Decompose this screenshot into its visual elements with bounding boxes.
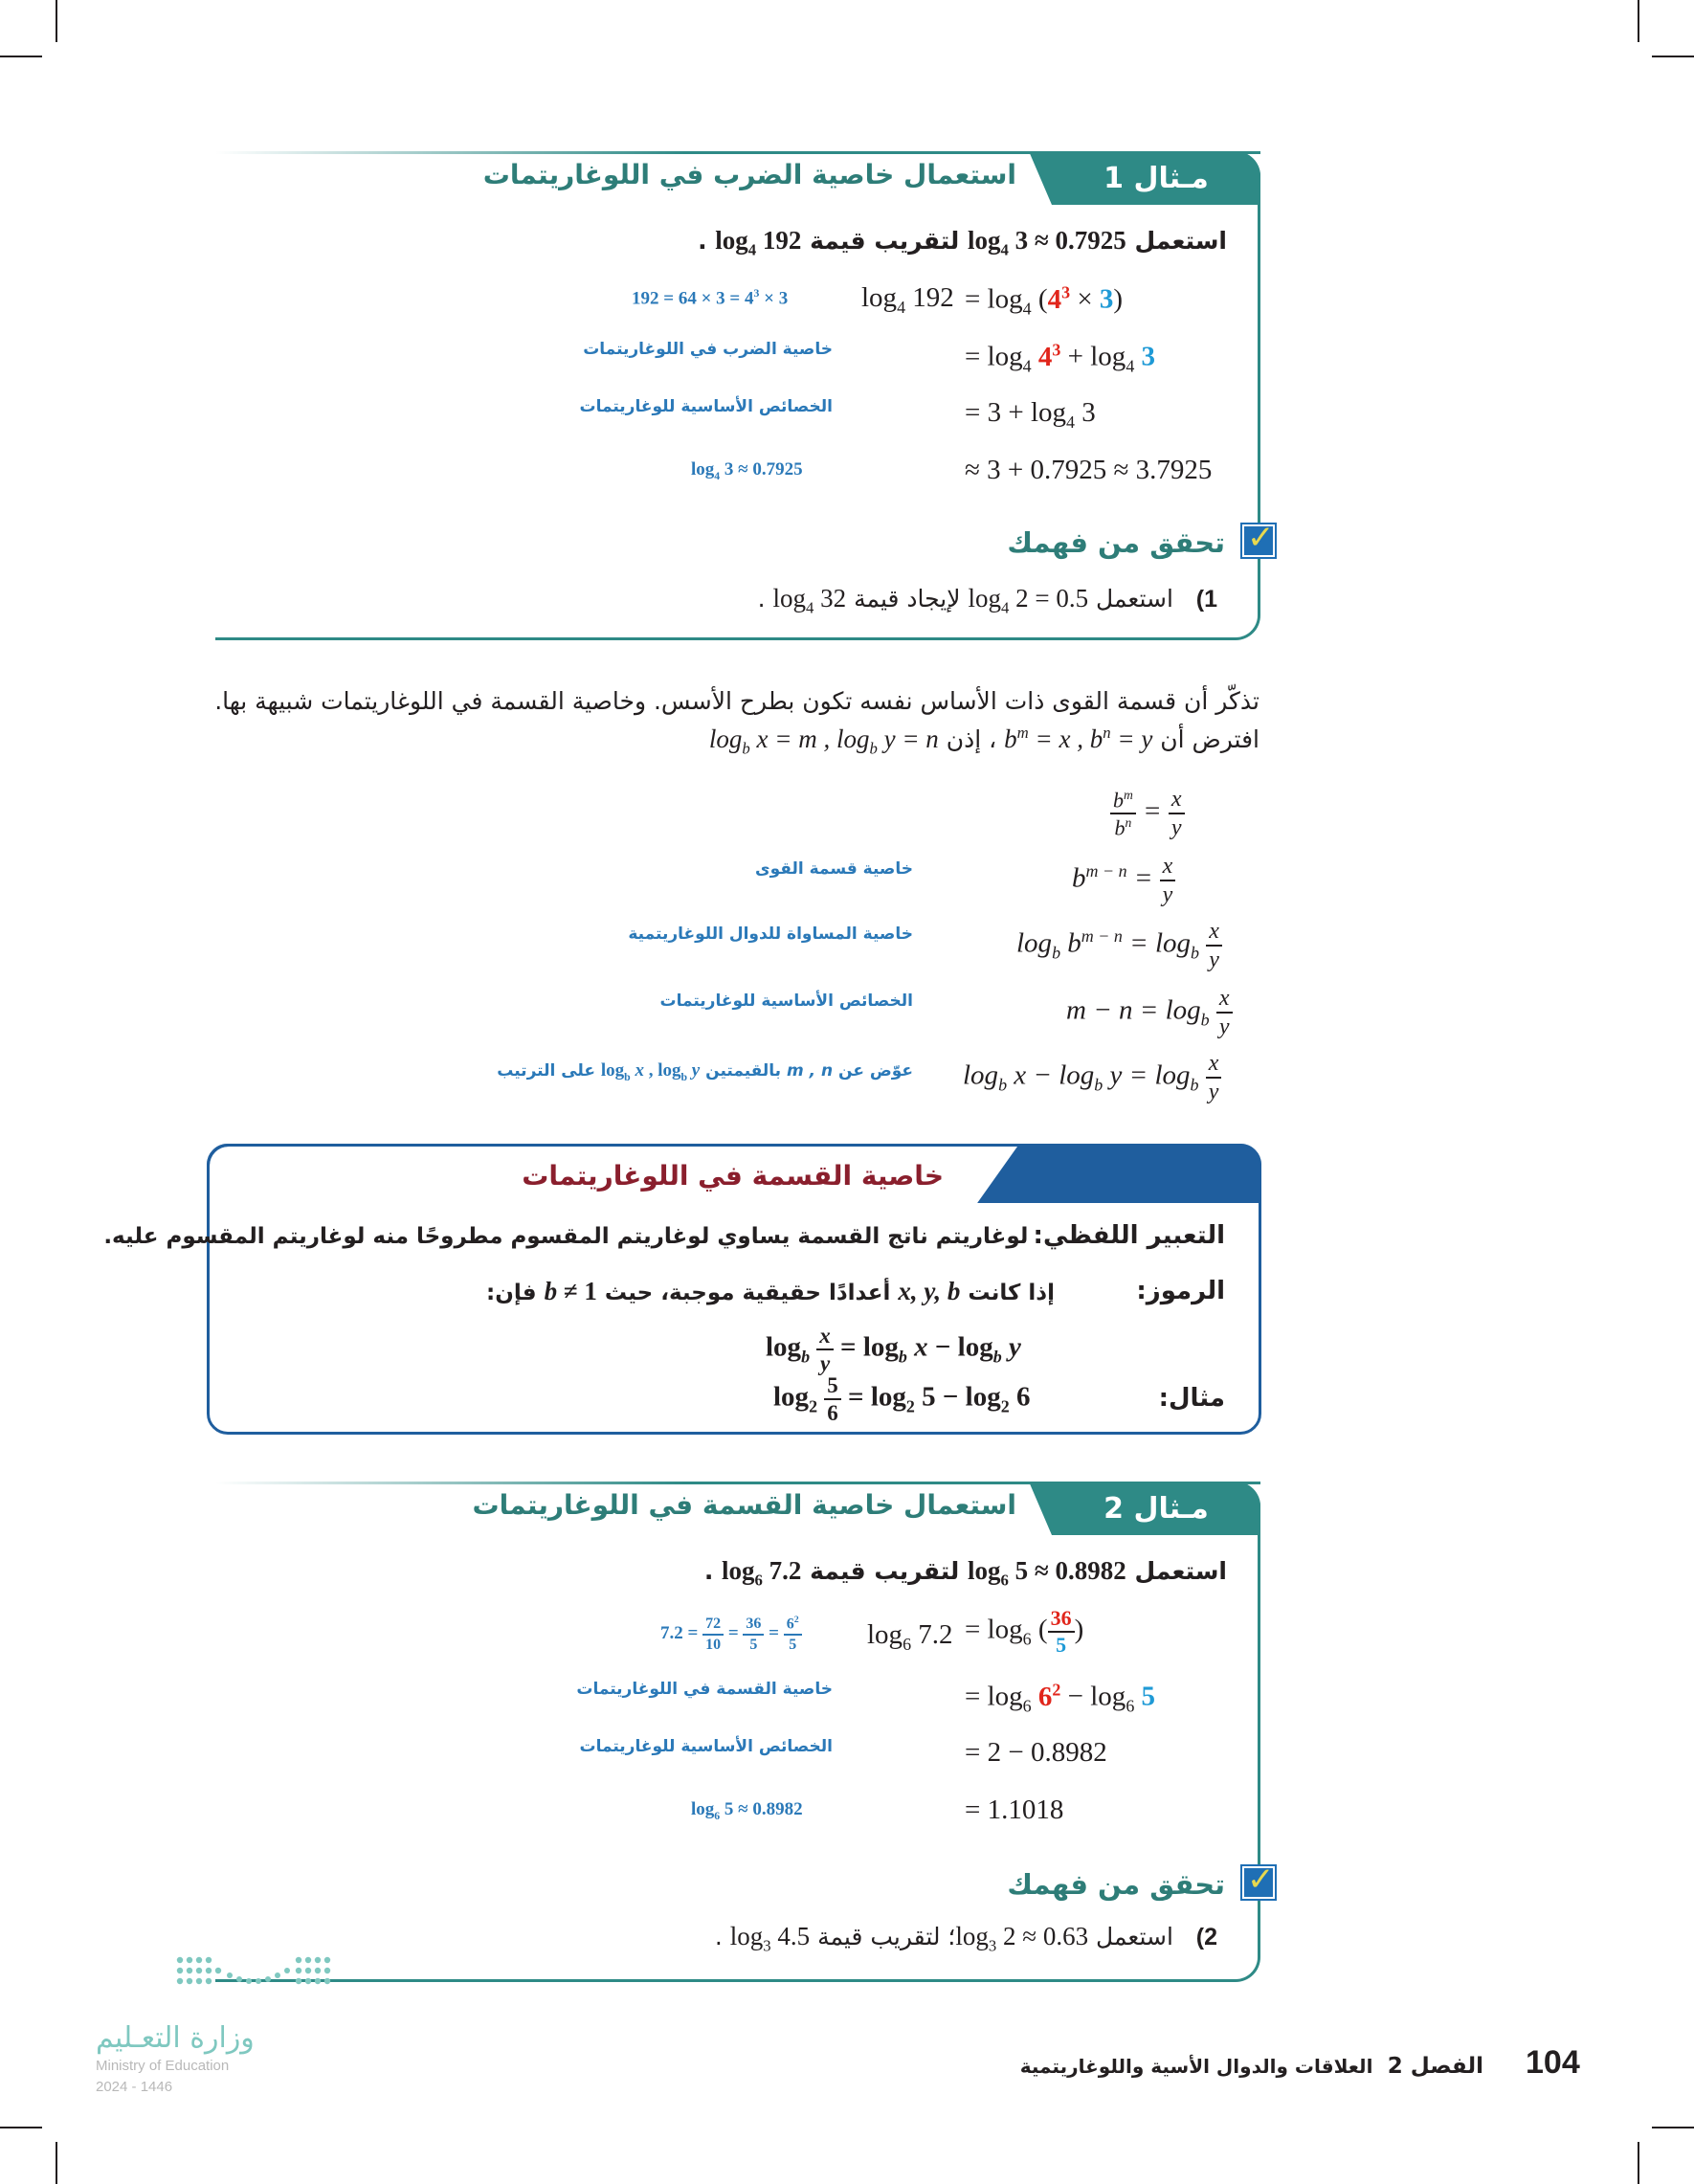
- key-concept-title: خاصية القسمة في اللوغاريتمات: [522, 1160, 944, 1192]
- check-2-title: تحقق من فهمك: [1007, 1868, 1225, 1901]
- derivation-step-4: $m - n = \log_b$ $\frac{x}{y}$: [1066, 987, 1233, 1038]
- example-1-tab: مـثال 1: [1052, 151, 1260, 205]
- example-2-step-1-rhs: = $\log_6$ ( $\frac{36}{5}$ ): [965, 1606, 1084, 1657]
- example-1-step-1-rhs: = $\log_4 (4^3 \times 3)$: [965, 282, 1124, 319]
- example-1-title: استعمال خاصية الضرب في اللوغاريتمات: [482, 159, 1016, 190]
- chapter-number: الفصل 2: [1387, 2054, 1483, 2079]
- check-1-title: تحقق من فهمك: [1007, 526, 1225, 559]
- key-concept-symbols-text: إذا كانت x, y, b أعدادًا حقيقية موجبة، حيث b ≠ 1 فإن:: [486, 1277, 1055, 1305]
- key-concept-symbols-label: الرموز:: [1136, 1277, 1225, 1305]
- example-1-step-3-rhs: = $3 + \log_4 3$: [965, 397, 1096, 432]
- intro-line-2: افترض أن $b^m = x$ , $b^n = y$ ، إذن $\log_b x = m$ , $\log_b y = n$: [708, 724, 1259, 758]
- example-1-prompt: استعمل $\log_4 3 \approx 0.7925$ لتقريب قيمة $\log_4 192$ .: [698, 226, 1227, 259]
- derivation-step-3-note: خاصية المساواة للدوال اللوغاريتمية: [628, 925, 913, 944]
- example-1-step-1-lhs: $\log_4 192$: [861, 282, 954, 317]
- derivation-step-5-note: عوّض عن m , n بالقيمتين $\log_b x$ , $\log_b y$ على الترتيب: [497, 1060, 913, 1083]
- check-understanding-icon: [1242, 1866, 1275, 1899]
- example-1-step-3-note: الخصائص الأساسية للوغاريتمات: [579, 397, 833, 416]
- ministry-year: 2024 - 1446: [96, 2079, 173, 2095]
- example-2-step-4-note: $\log_6 5 \approx 0.8982$: [691, 1799, 803, 1822]
- example-1-step-2-note: خاصية الضرب في اللوغاريتمات: [583, 340, 833, 359]
- derivation-step-3: $\log_b b^{m - n} = \log_b$ $\frac{x}{y}$: [1016, 920, 1222, 971]
- example-2-step-2-note: خاصية القسمة في اللوغاريتمات: [576, 1680, 833, 1699]
- example-1-step-4-note: $\log_4 3 \approx 0.7925$: [691, 459, 803, 482]
- key-concept-example-formula: $\log_2$ $\frac{5}{6}$ = $\log_2 5 - \log_2 6$: [773, 1373, 1031, 1425]
- example-2-step-1-lhs: $\log_6 7.2$: [867, 1619, 953, 1654]
- crop-mark: [56, 0, 57, 42]
- derivation-step-2-note: خاصية قسمة القوى: [755, 859, 913, 879]
- chapter-title: العلاقات والدوال الأسية واللوغاريتمية: [1019, 2055, 1373, 2078]
- crop-mark: [0, 56, 42, 57]
- ministry-dots-icon: [172, 1952, 345, 1996]
- derivation-step-1: $\frac{b^m}{b^n}$ = $\frac{x}{y}$: [1110, 788, 1185, 839]
- ministry-name-en: Ministry of Education: [96, 2058, 230, 2074]
- check-understanding-icon: [1242, 524, 1275, 557]
- ministry-name-ar: وزارة التعـليم: [96, 2021, 255, 2055]
- example-1-step-4-rhs: ≈ 3 + 0.7925 ≈ 3.7925: [965, 455, 1213, 485]
- example-2-step-4-rhs: = 1.1018: [965, 1794, 1064, 1825]
- example-2-header: [215, 1482, 1260, 1535]
- example-2-prompt: استعمل $\log_6 5 \approx 0.8982$ لتقريب قيمة $\log_6 7.2$ .: [703, 1556, 1227, 1590]
- example-2-step-1-note: 7.2 = $\frac{72}{10}$ = $\frac{36}{5}$ = $\frac{6^2}{5}$: [660, 1616, 802, 1653]
- check-2-question: 2) استعمل $\log_3 2$ ≈ 0.63؛ لتقريب قيمة $\log_3 4.5$ .: [714, 1922, 1217, 1955]
- key-concept-formula: $\log_b$ $\frac{x}{y}$ = $\log_b x - \log_b y$: [766, 1324, 1021, 1375]
- crop-mark: [1638, 0, 1639, 42]
- crop-mark: [1638, 2142, 1639, 2184]
- crop-mark: [1652, 2127, 1694, 2128]
- example-1-step-1-note: $192 = 64 \times 3 = 4^3 \times 3$: [632, 287, 789, 309]
- example-2-step-2-rhs: = $\log_6 6^2 - \log_6 5$: [965, 1680, 1156, 1716]
- page-number: 104: [1526, 2044, 1580, 2081]
- derivation-step-5: $\log_b x - \log_b y = \log_b$ $\frac{x}{y}$: [963, 1052, 1221, 1103]
- intro-line-1: تذكّر أن قسمة القوى ذات الأساس نفسه تكون بطرح الأسس. وخاصية القسمة في اللوغاريتمات شبيهة بها.: [214, 687, 1259, 715]
- key-concept-label: مفهوم أساسي: [1444, 1153, 1658, 1187]
- example-2-step-3-rhs: = 2 − 0.8982: [965, 1737, 1107, 1768]
- footer-chapter: [1020, 2054, 1483, 2079]
- derivation-step-2: $b^{m - n}$ = $\frac{x}{y}$: [1072, 855, 1175, 906]
- example-1-box: [215, 151, 1260, 640]
- example-1-step-2-rhs: = $\log_4 4^3 + \log_4 3$: [965, 340, 1156, 376]
- example-2-step-3-note: الخصائص الأساسية للوغاريتمات: [579, 1737, 833, 1756]
- derivation-step-4-note: الخصائص الأساسية للوغاريتمات: [659, 992, 913, 1011]
- ministry-logo: [172, 1952, 345, 1996]
- example-2-tab: مـثال 2: [1052, 1482, 1260, 1535]
- crop-mark: [56, 2142, 57, 2184]
- example-2-title: استعمال خاصية القسمة في اللوغاريتمات: [472, 1489, 1016, 1521]
- check-1-question: 1) استعمل $\log_4 2 = 0.5$ لإيجاد قيمة $\log_4 32$ .: [757, 584, 1217, 617]
- example-1-header: [215, 151, 1260, 205]
- key-concept-example-label: مثال:: [1158, 1384, 1225, 1413]
- key-concept-verbal: التعبير اللفظي: لوغاريتم ناتج القسمة يساوي لوغاريتم المقسوم مطروحًا منه لوغاريتم المقسوم عليه.: [103, 1221, 1225, 1250]
- crop-mark: [0, 2127, 42, 2128]
- crop-mark: [1652, 56, 1694, 57]
